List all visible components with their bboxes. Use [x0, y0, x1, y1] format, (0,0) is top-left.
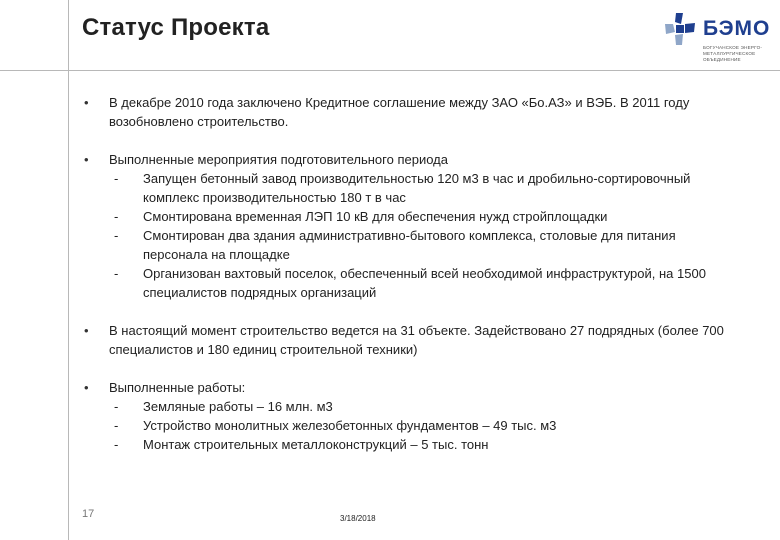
logo-petal-left	[665, 24, 675, 34]
dash-marker: -	[114, 266, 119, 281]
dash-marker: -	[114, 399, 119, 414]
dash-marker: -	[114, 171, 119, 186]
sub-item-text: Смонтирована временная ЛЭП 10 кВ для обеспечения нужд стройплощадки	[143, 209, 608, 224]
sub-item	[109, 435, 742, 454]
logo-petal-top	[675, 13, 683, 24]
header-divider	[0, 70, 780, 71]
slide-title: Статус Проекта	[82, 14, 270, 41]
sub-item	[109, 169, 742, 207]
bullet-text: Выполненные мероприятия подготовительного периода	[109, 152, 448, 167]
sub-item-text: Земляные работы – 16 млн. м3	[143, 399, 333, 414]
logo-petal-right	[685, 23, 695, 33]
bullet-icon: •	[84, 380, 89, 395]
bullet-text: В настоящий момент строительство ведется на 31 объекте. Задействовано 27 подрядных (более 700 специалистов и 180 единиц строительной техники)	[109, 323, 724, 357]
sub-item-text: Запущен бетонный завод производительностью 120 м3 в час и дробильно-сортировочный комплекс производительностью 180 т в час	[143, 171, 691, 205]
bullet-text: Выполненные работы:	[109, 380, 246, 395]
bullet-list	[82, 93, 742, 473]
dash-marker: -	[114, 437, 119, 452]
bullet-text: В декабре 2010 года заключено Кредитное соглашение между ЗАО «Бо.АЗ» и ВЭБ. В 2011 году возобновлено строительство.	[109, 95, 690, 129]
logo-subtitle: БОГУЧАНСКОЕ ЭНЕРГО-МЕТАЛЛУРГИЧЕСКОЕ ОБЪЕДИНЕНИЕ	[703, 45, 763, 62]
sub-item-text: Организован вахтовый поселок, обеспеченный всей необходимой инфраструктурой, на 1500 специалистов подрядных организаций	[143, 266, 706, 300]
page-number: 17	[82, 508, 95, 520]
sub-item	[109, 397, 742, 416]
company-logo	[663, 12, 775, 70]
bullet-item	[82, 321, 742, 359]
sub-item-text: Монтаж строительных металлоконструкций – 5 тыс. тонн	[143, 437, 489, 452]
sub-item	[109, 264, 742, 302]
footer-date: 3/18/2018	[340, 514, 376, 523]
vertical-divider	[68, 0, 69, 540]
dash-marker: -	[114, 418, 119, 433]
bullet-icon: •	[84, 152, 89, 167]
logo-petal-bottom	[675, 34, 683, 45]
logo-wordmark: БЭМО	[703, 17, 771, 40]
dash-marker: -	[114, 209, 119, 224]
dash-marker: -	[114, 228, 119, 243]
bullet-item	[82, 378, 742, 454]
sub-item-text: Устройство монолитных железобетонных фундаментов – 49 тыс. м3	[143, 418, 557, 433]
bullet-icon: •	[84, 323, 89, 338]
sub-item	[109, 226, 742, 264]
bullet-icon: •	[84, 95, 89, 110]
bullet-item	[82, 150, 742, 302]
logo-core	[676, 25, 684, 33]
bullet-item	[82, 93, 742, 131]
sub-item	[109, 416, 742, 435]
sub-item	[109, 207, 742, 226]
sub-item-text: Смонтирован два здания административно-бытового комплекса, столовые для питания персонала на площадке	[143, 228, 676, 262]
logo-mark-icon	[663, 12, 697, 46]
